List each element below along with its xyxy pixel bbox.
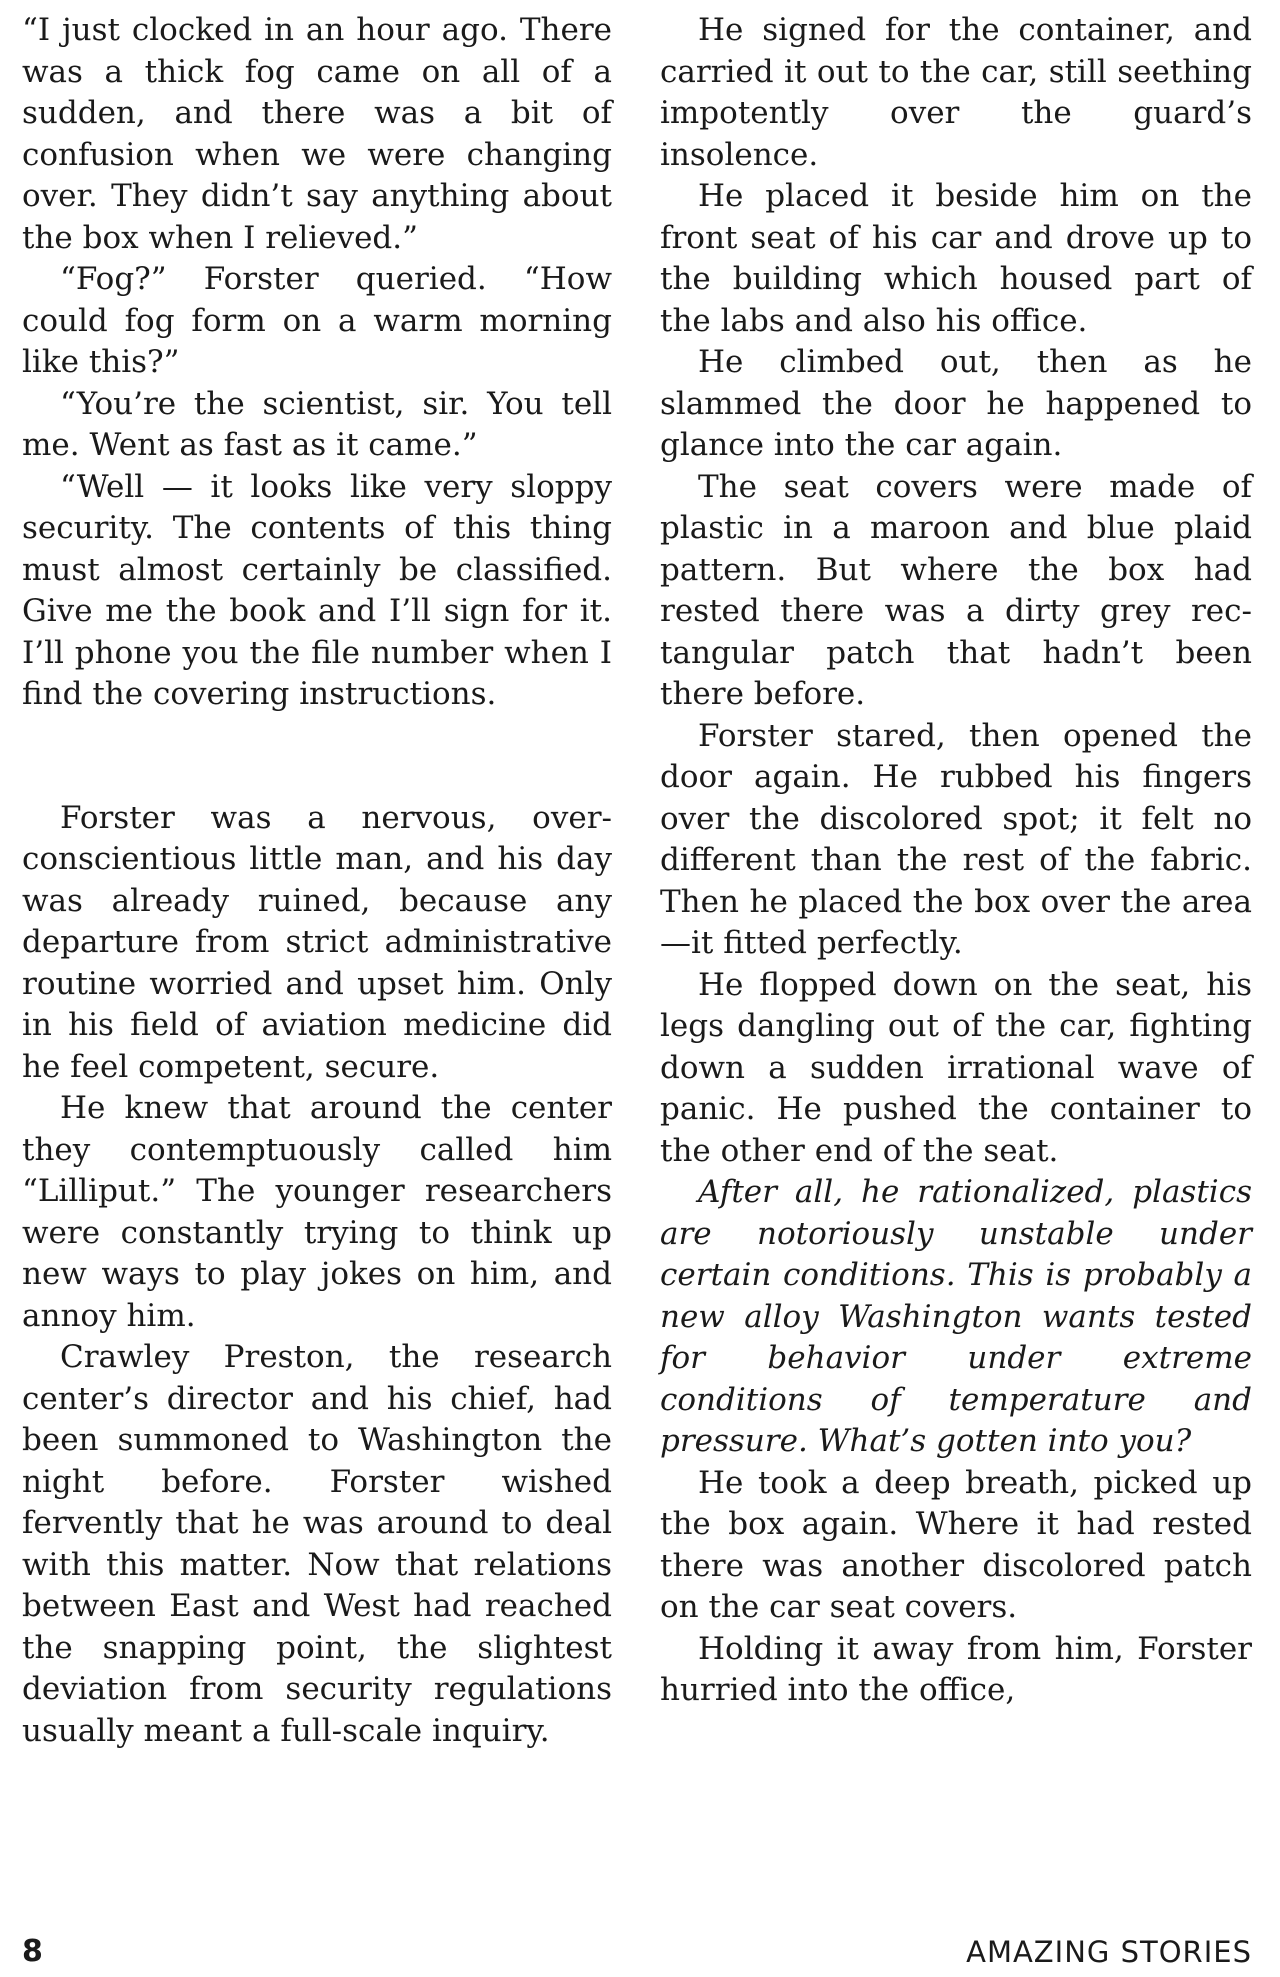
left-column [22, 10, 612, 1752]
paragraph: He took a deep breath, picked up the box again. Where it had rested there was another discolored patch on the car seat covers. [660, 1464, 1252, 1625]
paragraph: Crawley Preston, the research center’s director and his chief, had been summoned to Washington the night before. Forster wished fervently that he was around to deal with this matter. Now that relations between East and West had reached the snapping point, the slightest deviation from security regulations usually meant a full-scale inquiry. [22, 1339, 612, 1749]
paragraph: He knew that around the center they contemptuously called him “Lilliput.” The younger researchers were constantly trying to think up new ways to play jokes on him, and annoy him. [22, 1090, 612, 1334]
paragraph: “Well — it looks like very sloppy security. The contents of this thing must almost certainly be classified. Give me the book and I’ll sign for it. I’ll phone you the file number when I find the covering instructions. [22, 468, 612, 712]
paragraph: Holding it away from him, Forster hurried into the office, [660, 1630, 1252, 1708]
paragraph: “I just clocked in an hour ago. There was a thick fog came on all of a sudden, and there was a bit of confusion when we were changing over. They didn’t say anything about the box when I relieved.” [22, 12, 612, 256]
magazine-title: AMAZING STORIES [966, 1935, 1252, 1969]
paragraph: Forster was a nervous, overconscientious little man, and his day was already ruined, because any departure from strict administrative routine worried and upset him. Only in his field of aviation medicine did he feel competent, secure. [22, 799, 612, 1085]
paragraph: He signed for the container, and carried it out to the car, still seething impotently over the guard’s insolence. [660, 12, 1252, 173]
paragraph: He climbed out, then as he slammed the door he happened to glance into the car again. [660, 344, 1252, 463]
paragraph: Forster stared, then opened the door again. He rubbed his fingers over the discolored spot; it felt no different than the rest of the fabric. Then he placed the box over the area—it fitted perfectly. [660, 717, 1252, 961]
paragraph: He flopped down on the seat, his legs dangling out of the car, fighting down a sudden irrational wave of panic. He pushed the container to the other end of the seat. [660, 966, 1252, 1169]
paragraph: He placed it beside him on the front seat of his car and drove up to the building which housed part of the labs and also his office. [660, 178, 1252, 339]
page-number: 8 [22, 1934, 43, 1969]
paragraph: “Fog?” Forster queried. “How could fog form on a warm morning like this?” [22, 261, 612, 380]
paragraph: The seat covers were made of plastic in a maroon and blue plaid pattern. But where the box had rested there was a dirty grey rectangular patch that hadn’t been there before. [660, 468, 1252, 712]
italic-paragraph: After all, he rationalized, plastics are notoriously unstable under certain conditions. This is probably a new alloy Washington wants tested for behavior under extreme conditions of temperature and pressure. What’s gotten into you? [660, 1174, 1252, 1459]
paragraph: “You’re the scientist, sir. You tell me. Went as fast as it came.” [22, 385, 612, 463]
right-column [660, 10, 1252, 1712]
